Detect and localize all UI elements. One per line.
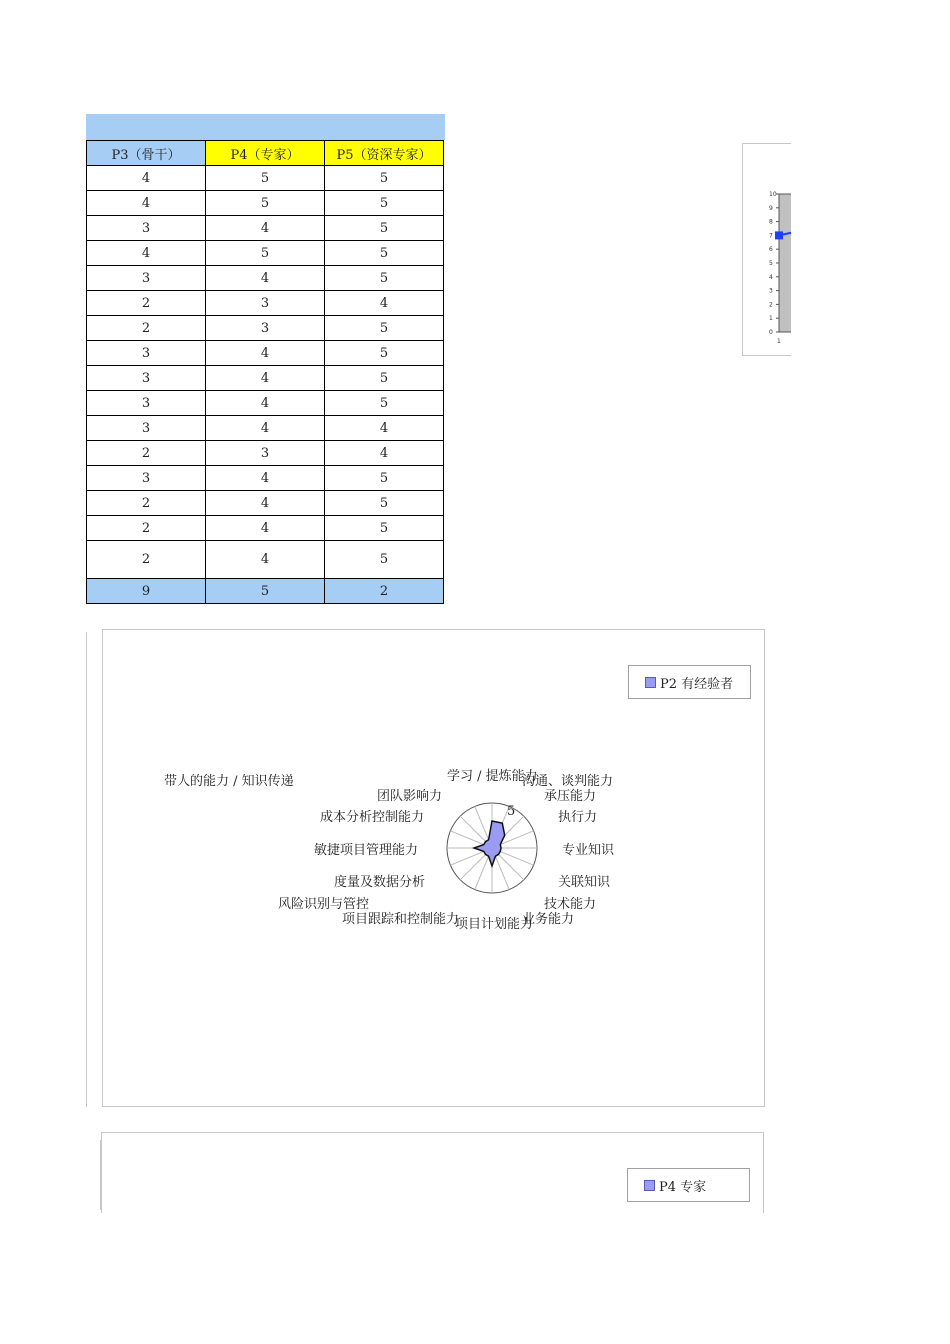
table-cell: 4 (325, 416, 444, 441)
table-cell: 4 (206, 391, 325, 416)
table-cell: 5 (325, 341, 444, 366)
table-cell: 5 (325, 266, 444, 291)
table-cell: 4 (87, 166, 206, 191)
table-cell: 4 (206, 216, 325, 241)
legend-swatch-2 (644, 1180, 655, 1191)
radar-category-label: 风险识别与管控 (278, 897, 370, 912)
table-cell: 5 (325, 216, 444, 241)
table-cell: 5 (325, 191, 444, 216)
table-cell: 4 (206, 516, 325, 541)
mini-y-tick: 10 (769, 191, 777, 198)
header-p5: P5（资深专家） (325, 141, 444, 166)
mini-y-tick: 0 (769, 329, 773, 336)
legend-label-2: P4 专家 (659, 1179, 707, 1195)
legend-label: P2 有经验者 (660, 676, 734, 692)
radar-category-label: 成本分析控制能力 (320, 810, 425, 825)
table-cell: 3 (87, 216, 206, 241)
total-cell: 2 (325, 579, 444, 604)
radar-axis-tick: 5 (507, 804, 516, 819)
table-cell: 3 (87, 366, 206, 391)
table-cell: 5 (325, 316, 444, 341)
total-cell: 9 (87, 579, 206, 604)
radar-category-label: 带人的能力 / 知识传递 (164, 774, 294, 789)
table-cell: 3 (87, 341, 206, 366)
radar-category-label: 技术能力 (544, 897, 597, 912)
table-cell: 5 (325, 391, 444, 416)
table-cell: 5 (325, 166, 444, 191)
table-cell: 5 (325, 466, 444, 491)
table-cell: 4 (206, 466, 325, 491)
mini-y-tick: 5 (769, 260, 773, 267)
table-cell: 4 (325, 441, 444, 466)
table-cell: 3 (87, 391, 206, 416)
header-p4: P4（专家） (206, 141, 325, 166)
radar-category-label: 承压能力 (544, 789, 597, 804)
radar-category-label: 学习 / 提炼能力 (447, 769, 538, 784)
total-cell: 5 (206, 579, 325, 604)
table-cell: 3 (206, 291, 325, 316)
mini-y-tick: 6 (769, 246, 773, 254)
mini-y-tick: 3 (769, 287, 773, 295)
radar-category-label: 沟通、谈判能力 (522, 774, 614, 789)
table-cell: 4 (87, 191, 206, 216)
table-cell: 4 (206, 366, 325, 391)
radar-category-label: 敏捷项目管理能力 (314, 843, 419, 858)
mini-y-tick: 9 (769, 204, 773, 212)
table-cell: 4 (206, 341, 325, 366)
table-cell: 2 (87, 491, 206, 516)
table-cell: 5 (325, 516, 444, 541)
radar-category-label: 度量及数据分析 (334, 875, 426, 890)
table-cell: 3 (87, 466, 206, 491)
mini-y-tick: 1 (769, 315, 773, 323)
radar-category-label: 业务能力 (522, 912, 575, 927)
mini-y-tick: 7 (769, 232, 773, 240)
table-cell: 4 (325, 291, 444, 316)
mini-y-tick: 8 (769, 218, 773, 226)
table-cell: 2 (87, 516, 206, 541)
radar-category-label: 专业知识 (562, 843, 615, 858)
table-cell: 4 (206, 266, 325, 291)
table-cell: 5 (206, 166, 325, 191)
table-cell: 5 (206, 241, 325, 266)
table-cell: 2 (87, 541, 206, 579)
table-cell: 4 (206, 541, 325, 579)
table-cell: 5 (325, 241, 444, 266)
radar-category-label: 项目跟踪和控制能力 (342, 912, 460, 927)
table-cell: 2 (87, 441, 206, 466)
radar-category-label: 团队影响力 (377, 789, 443, 804)
chart-legend-2 (627, 1168, 750, 1202)
radar-category-label: 关联知识 (558, 875, 611, 890)
mini-y-tick: 4 (769, 273, 773, 281)
table-cell: 5 (325, 491, 444, 516)
mini-x-tick: 1 (777, 338, 781, 345)
table-cell: 4 (87, 241, 206, 266)
radar-chart-p4 (101, 1132, 764, 1213)
table-cell: 2 (87, 291, 206, 316)
mini-y-tick: 2 (769, 301, 773, 309)
table-cell: 3 (87, 266, 206, 291)
table-cell: 4 (206, 416, 325, 441)
radar-category-label: 项目计划能力 (455, 917, 534, 932)
table-cell: 3 (206, 441, 325, 466)
header-p3: P3（骨干） (87, 141, 206, 166)
table-cell: 3 (206, 316, 325, 341)
table-cell: 5 (325, 366, 444, 391)
table-cell: 5 (325, 541, 444, 579)
table-cell: 3 (87, 416, 206, 441)
table-cell: 4 (206, 491, 325, 516)
table-cell: 2 (87, 316, 206, 341)
radar-series-area (474, 821, 505, 866)
table-cell: 5 (206, 191, 325, 216)
radar-category-label: 执行力 (558, 810, 598, 825)
